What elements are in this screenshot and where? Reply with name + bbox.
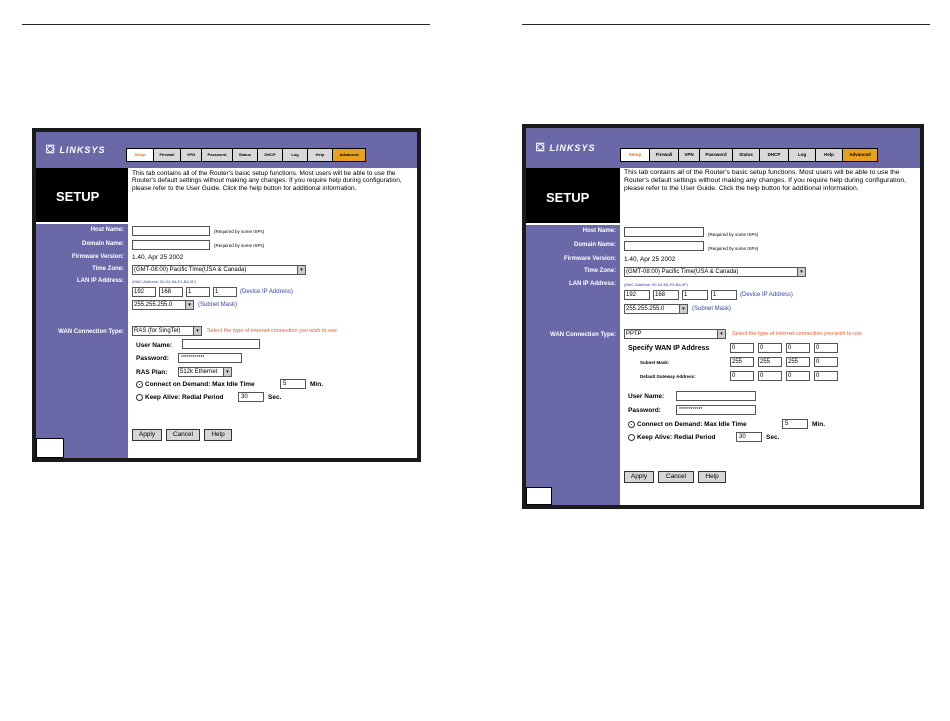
- lan-ip-octet-1[interactable]: 192: [132, 287, 156, 297]
- chevron-down-icon: ▾: [185, 301, 193, 309]
- chevron-down-icon: ▾: [223, 368, 231, 376]
- host-name-input[interactable]: [132, 226, 210, 236]
- chevron-down-icon: ▾: [717, 330, 725, 338]
- right-corner-box: [526, 487, 552, 505]
- lan-ip-octet-2[interactable]: 168: [653, 290, 679, 300]
- subnet-mask-select[interactable]: 255.255.255.0 ▾: [624, 304, 688, 314]
- device-ip-note: (Device IP Address): [240, 289, 293, 295]
- help-button[interactable]: Help: [698, 471, 726, 483]
- left-tab-bar: [126, 148, 366, 162]
- time-zone-label: Time Zone:: [92, 266, 124, 272]
- tab-help[interactable]: Help: [308, 149, 333, 161]
- domain-name-label: Domain Name:: [81, 241, 124, 247]
- tab-status[interactable]: Status: [233, 149, 258, 161]
- top-rule-right: [522, 24, 930, 25]
- keep-alive-label: Keep Alive: Redial Period: [145, 394, 224, 401]
- cancel-button[interactable]: Cancel: [166, 429, 200, 441]
- tab-help[interactable]: Help: [816, 149, 843, 161]
- lan-ip-octet-3[interactable]: 1: [186, 287, 210, 297]
- subnet-mask-note: (Subnet Mask): [198, 302, 238, 308]
- lan-ip-label: LAN IP Address:: [76, 278, 124, 284]
- gateway-octet-4[interactable]: 0: [814, 371, 838, 381]
- min-label: Min.: [310, 381, 323, 388]
- password-label: Password:: [136, 355, 169, 362]
- subnet-mask-select[interactable]: 255.255.255.0 ▾: [132, 300, 194, 310]
- right-sidebar: [526, 225, 620, 505]
- top-rule-left: [22, 24, 430, 25]
- host-name-note: (Required by some ISPs): [214, 229, 265, 234]
- domain-name-input[interactable]: [132, 240, 210, 250]
- host-name-label: Host Name:: [90, 227, 124, 233]
- idle-time-input[interactable]: 5: [782, 419, 808, 429]
- user-name-input[interactable]: [676, 391, 756, 401]
- device-ip-note: (Device IP Address): [740, 292, 793, 298]
- domain-name-input[interactable]: [624, 241, 704, 251]
- domain-name-note: (Required by some ISPs): [708, 246, 759, 251]
- min-label: Min.: [812, 421, 825, 428]
- user-name-label: User Name:: [136, 342, 173, 349]
- chevron-down-icon: ▾: [193, 327, 201, 335]
- left-corner-box: [36, 438, 64, 458]
- linksys-logo: ⛋ LINKSYS: [46, 144, 106, 156]
- tab-vpn[interactable]: VPN: [679, 149, 700, 161]
- tab-firewall[interactable]: Firewall: [154, 149, 181, 161]
- specify-wan-ip-label: Specify WAN IP Address: [628, 345, 710, 352]
- left-content: [128, 224, 417, 458]
- tab-dhcp[interactable]: DHCP: [258, 149, 283, 161]
- wan-ip-octet-3[interactable]: 0: [786, 343, 810, 353]
- connect-on-demand-radio[interactable]: [136, 381, 143, 388]
- right-content: [620, 225, 920, 505]
- wan-ip-octet-1[interactable]: 0: [730, 343, 754, 353]
- redial-period-input[interactable]: 30: [238, 392, 264, 402]
- firmware-value: 1.40, Apr 25 2002: [132, 254, 184, 261]
- lan-ip-octet-1[interactable]: 192: [624, 290, 650, 300]
- right-tab-bar: [620, 148, 878, 162]
- logo-icon: ⛋: [536, 142, 550, 154]
- page-title: SETUP: [546, 190, 590, 205]
- ras-plan-label: RAS Plan:: [136, 369, 168, 376]
- sec-label: Sec.: [268, 394, 282, 401]
- wan-hint: Select the type of internet connection you wish to use: [732, 331, 862, 337]
- firmware-label: Firmware Version:: [563, 256, 616, 262]
- cancel-button[interactable]: Cancel: [658, 471, 694, 483]
- tab-log[interactable]: Log: [789, 149, 816, 161]
- tab-password[interactable]: Password: [700, 149, 733, 161]
- tab-advanced[interactable]: Advanced: [843, 149, 877, 161]
- redial-period-input[interactable]: 30: [736, 432, 762, 442]
- lan-ip-octet-4[interactable]: 1: [213, 287, 237, 297]
- domain-name-label: Domain Name:: [573, 242, 616, 248]
- wan-hint: Select the type of internet connection you wish to use: [207, 328, 337, 334]
- tab-setup[interactable]: Setup: [621, 149, 650, 161]
- subnet-octet-4[interactable]: 0: [814, 357, 838, 367]
- sec-label: Sec.: [766, 434, 780, 441]
- connect-on-demand-label: Connect on Demand: Max Idle Time: [145, 381, 255, 388]
- chevron-down-icon: ▾: [679, 305, 687, 313]
- left-setup-bar: [36, 168, 128, 222]
- wan-type-label: WAN Connection Type:: [550, 332, 616, 338]
- lan-ip-octet-2[interactable]: 168: [159, 287, 183, 297]
- tab-advanced[interactable]: Advanced: [333, 149, 365, 161]
- wan-type-select[interactable]: PPTP ▾: [624, 329, 726, 339]
- gateway-octet-1[interactable]: 0: [730, 371, 754, 381]
- lan-ip-octet-3[interactable]: 1: [682, 290, 708, 300]
- lan-ip-octet-4[interactable]: 1: [711, 290, 737, 300]
- gateway-label: Default Gateway Address:: [640, 374, 696, 379]
- firmware-label: Firmware Version:: [71, 254, 124, 260]
- ras-plan-select[interactable]: 512k Ethernet ▾: [178, 367, 232, 377]
- subnet-octet-1[interactable]: 255: [730, 357, 754, 367]
- gateway-octet-3[interactable]: 0: [786, 371, 810, 381]
- chevron-down-icon: ▾: [797, 268, 805, 276]
- wan-ip-octet-2[interactable]: 0: [758, 343, 782, 353]
- wan-type-label: WAN Connection Type:: [58, 329, 124, 335]
- tab-password[interactable]: Password: [202, 149, 233, 161]
- idle-time-input[interactable]: 5: [280, 379, 306, 389]
- tab-dhcp[interactable]: DHCP: [760, 149, 789, 161]
- time-zone-select[interactable]: (GMT-08:00) Pacific Time(USA & Canada) ▾: [132, 265, 306, 275]
- time-zone-label: Time Zone:: [584, 268, 616, 274]
- user-name-label: User Name:: [628, 393, 665, 400]
- help-button[interactable]: Help: [204, 429, 232, 441]
- tab-log[interactable]: Log: [283, 149, 308, 161]
- wan-type-select[interactable]: RAS (for SingTel) ▾: [132, 326, 202, 336]
- firmware-value: 1.40, Apr 25 2002: [624, 256, 676, 263]
- apply-button[interactable]: Apply: [132, 429, 162, 441]
- tab-setup[interactable]: Setup: [127, 149, 154, 161]
- keep-alive-radio[interactable]: [628, 434, 635, 441]
- connect-on-demand-label: Connect on Demand: Max Idle Time: [637, 421, 747, 428]
- time-zone-select[interactable]: (GMT-08:00) Pacific Time(USA & Canada) ▾: [624, 267, 806, 277]
- user-name-input[interactable]: [182, 339, 260, 349]
- mac-address: (MAC Address: 00-04-5A-F5-B6-0F): [624, 282, 689, 287]
- left-screenshot: [32, 128, 421, 462]
- chevron-down-icon: ▾: [297, 266, 305, 274]
- subnet-octet-2[interactable]: 255: [758, 357, 782, 367]
- host-name-note: (Required by some ISPs): [708, 232, 759, 237]
- keep-alive-radio[interactable]: [136, 394, 143, 401]
- left-header: [36, 132, 417, 168]
- subnet-octet-3[interactable]: 255: [786, 357, 810, 367]
- right-header: [526, 128, 920, 168]
- right-screenshot: [522, 124, 924, 509]
- tab-vpn[interactable]: VPN: [181, 149, 202, 161]
- host-name-input[interactable]: [624, 227, 704, 237]
- lan-ip-label: LAN IP Address:: [568, 281, 616, 287]
- password-input[interactable]: ************: [178, 353, 242, 363]
- connect-on-demand-radio[interactable]: [628, 421, 635, 428]
- host-name-label: Host Name:: [582, 228, 616, 234]
- keep-alive-label: Keep Alive: Redial Period: [637, 434, 716, 441]
- password-label: Password:: [628, 407, 661, 414]
- gateway-octet-2[interactable]: 0: [758, 371, 782, 381]
- logo-icon: ⛋: [46, 144, 60, 156]
- description-text: This tab contains all of the Router's basic setup functions. Most users will be able to use the Router's default settings without making any changes. If you require help during configuration, please refer to the User Guide. Click the help button for additional information.: [132, 170, 410, 192]
- domain-name-note: (Required by some ISPs): [214, 243, 265, 248]
- page-title: SETUP: [56, 189, 100, 204]
- subnet-mask-label: Subnet Mask:: [640, 360, 670, 365]
- mac-address: (MAC Address: 00-04-5A-F4-B6-0F): [132, 279, 197, 284]
- apply-button[interactable]: Apply: [624, 471, 654, 483]
- right-setup-bar: [526, 168, 620, 223]
- password-input[interactable]: ************: [676, 405, 756, 415]
- description-text: This tab contains all of the Router's basic setup functions. Most users will be able to use the Router's default settings without making any changes. If you require help during configuration, please refer to the User Guide. Click the help button for additional information.: [624, 169, 912, 192]
- wan-ip-octet-4[interactable]: 0: [814, 343, 838, 353]
- linksys-logo: ⛋ LINKSYS: [536, 142, 596, 154]
- tab-status[interactable]: Status: [733, 149, 760, 161]
- tab-firewall[interactable]: Firewall: [650, 149, 679, 161]
- subnet-mask-note: (Subnet Mask): [692, 306, 732, 312]
- left-sidebar: [36, 224, 128, 458]
